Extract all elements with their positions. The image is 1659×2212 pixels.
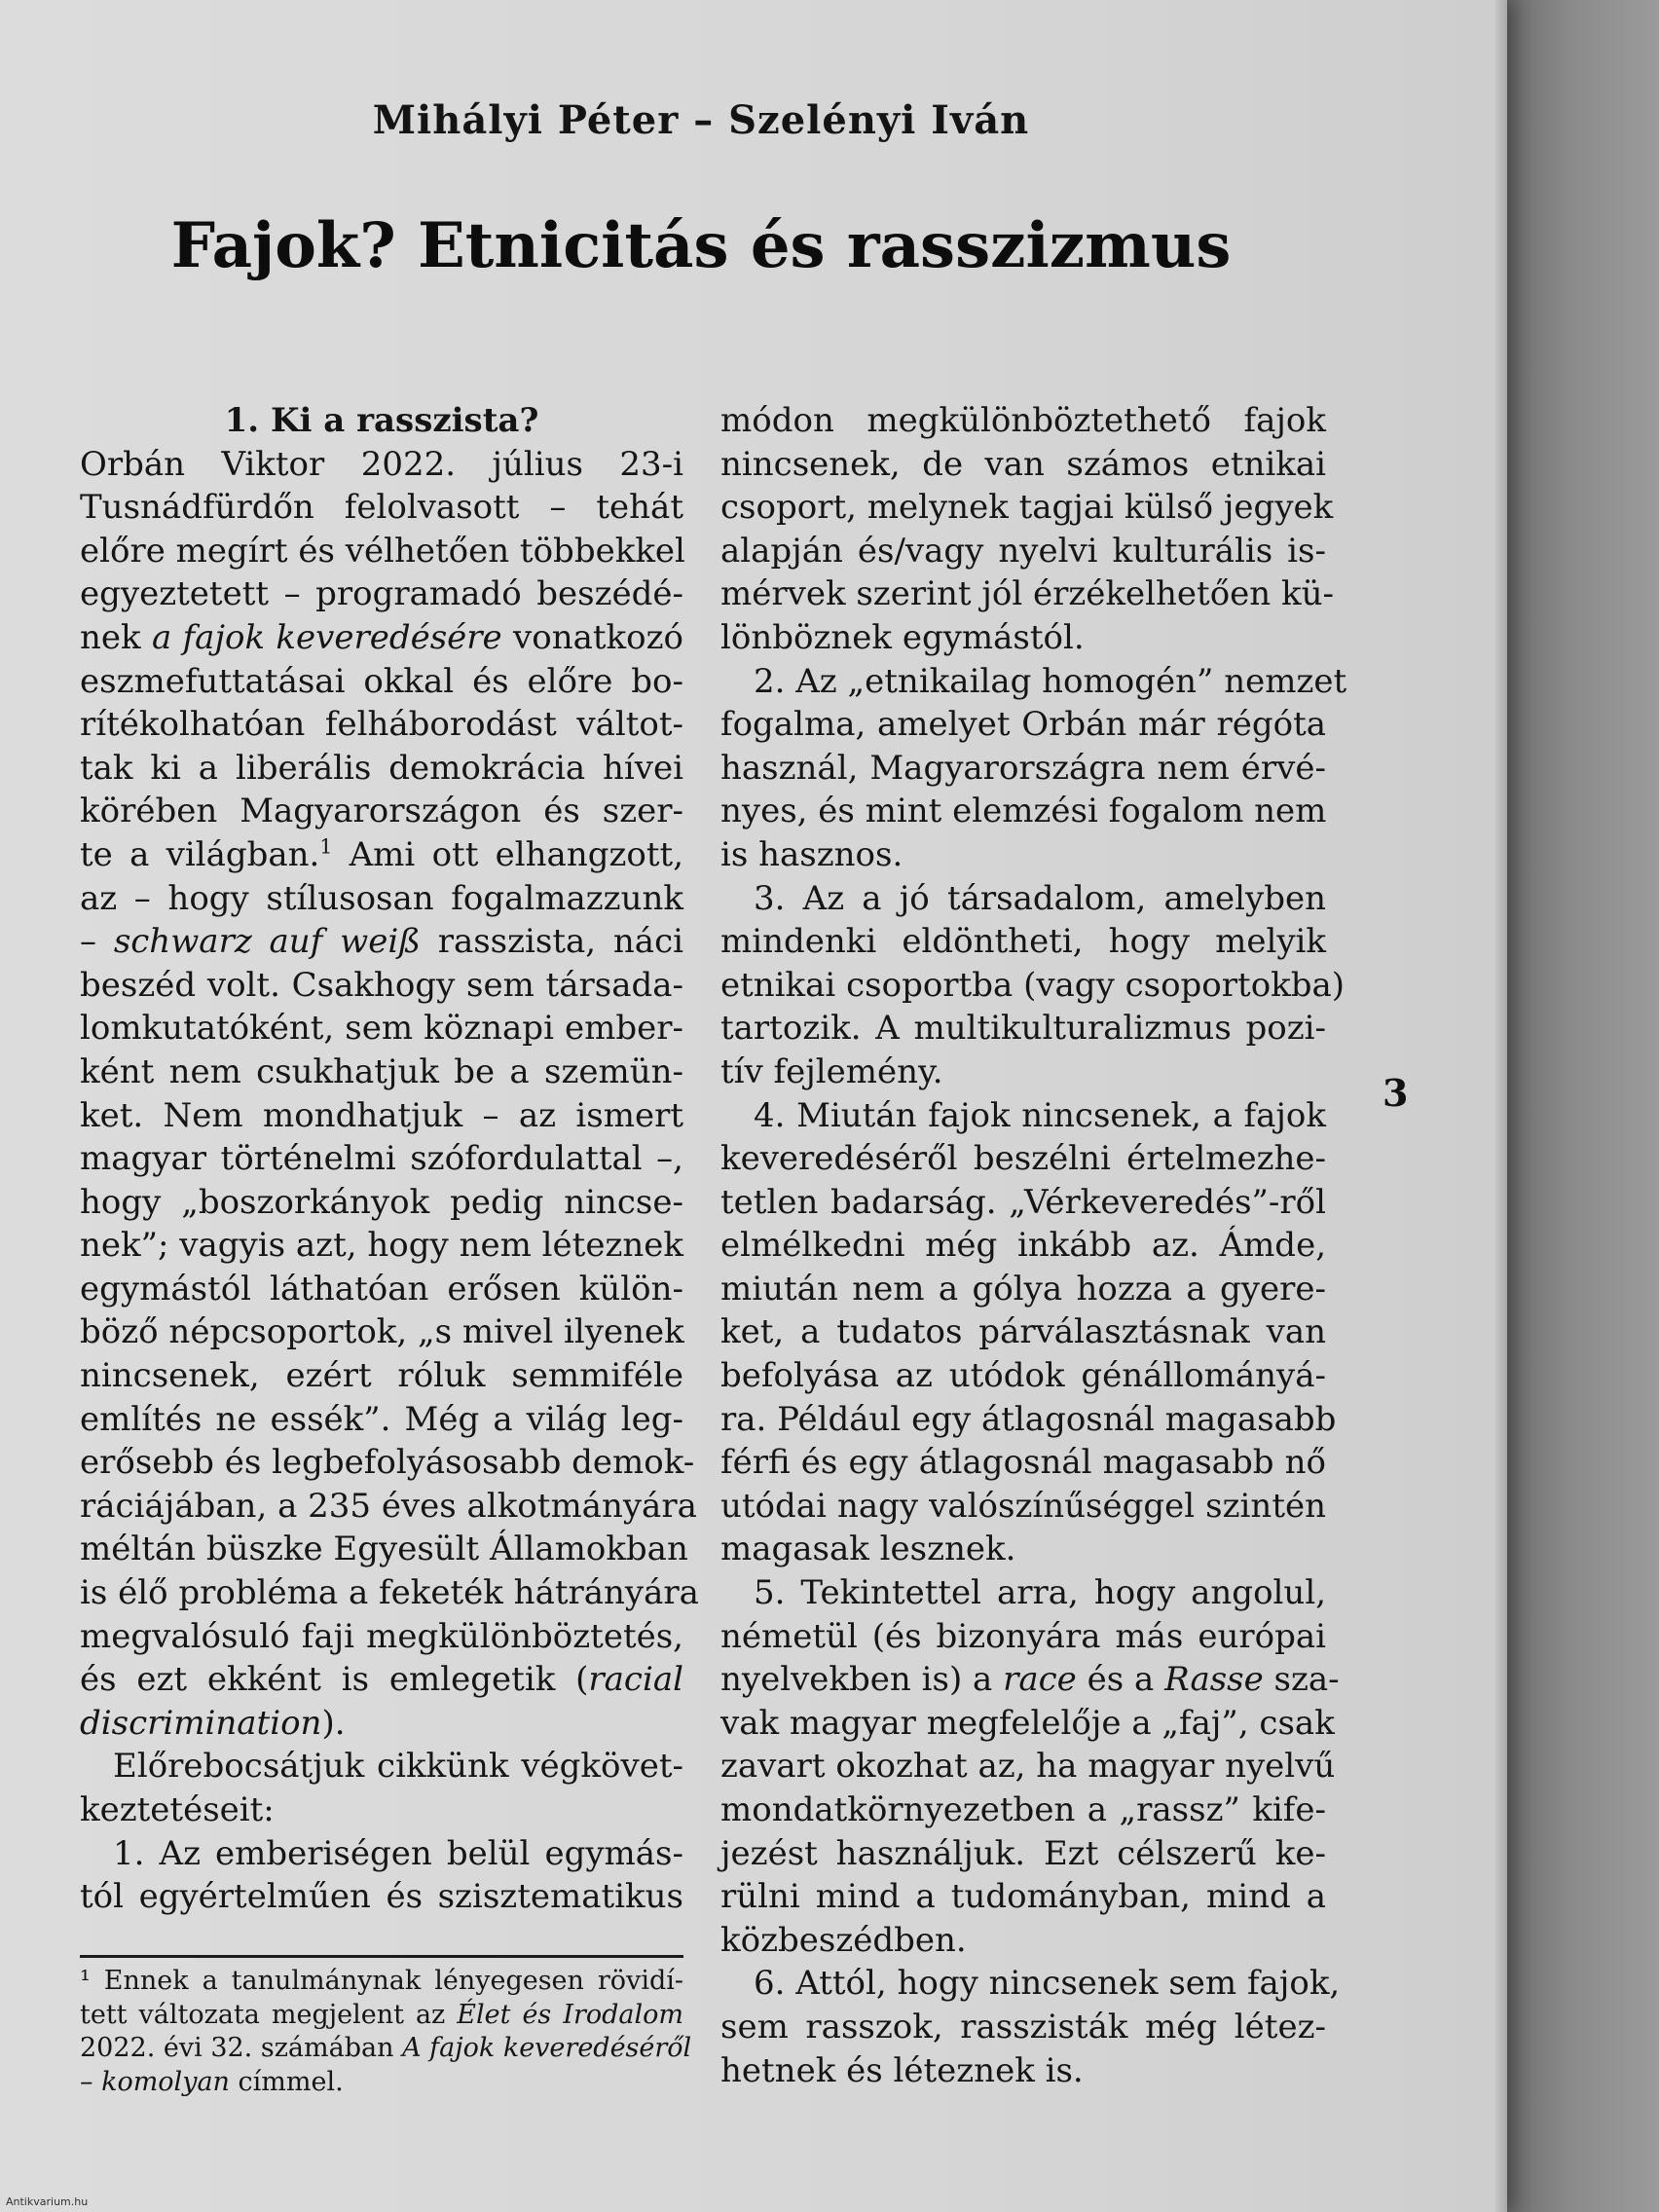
text-run: tól egyértelműen és szisztematikus <box>80 1877 683 1917</box>
text-run: keztetéseit: <box>80 1790 275 1829</box>
text-run: 2. Az „etnikailag homogén” nemzet <box>754 661 1347 701</box>
text-run: eszmefuttatásai okkal és előre bo- <box>80 661 683 701</box>
text-run: etnikai csoportba (vagy csoportokba) <box>720 965 1346 1005</box>
text-line <box>720 530 1326 573</box>
text-run: egymástól láthatóan erősen külön- <box>80 1269 683 1309</box>
italic-text: a fajok keveredésére <box>151 617 502 657</box>
text-run: Előrebocsátjuk cikkünk végkövet- <box>113 1747 683 1787</box>
background-wall <box>1507 0 1659 2212</box>
text-line <box>720 1875 1326 1919</box>
text-line <box>80 703 683 747</box>
text-line <box>80 572 683 616</box>
text-line <box>80 1658 683 1702</box>
text-line <box>720 2006 1326 2049</box>
text-run: és ezt ekként is emlegetik ( <box>80 1660 589 1700</box>
text-line <box>720 1962 1341 2006</box>
section-heading: 1. Ki a rasszista? <box>224 401 539 440</box>
text-run: te a világban. <box>80 834 320 874</box>
text-run: tetlen badarság. „Vérkeveredés”-ről <box>720 1182 1326 1222</box>
text-run: vonatkozó <box>501 617 683 657</box>
article-authors: Mihályi Péter – Szelényi Iván <box>372 97 1030 143</box>
text-line <box>80 747 683 791</box>
text-run: mindenki eldöntheti, hogy melyik <box>720 922 1326 962</box>
text-line <box>80 530 683 573</box>
watermark: Antikvarium.hu <box>6 2195 89 2208</box>
text-line <box>80 1965 683 1999</box>
text-line <box>720 1485 1326 1529</box>
text-run: említés ne essék”. Még a világ leg- <box>80 1399 683 1439</box>
text-run: nyes, és mint elemzési fogalom nem <box>720 792 1327 831</box>
left-column-text <box>80 443 699 1919</box>
footnote-ref: 1 <box>319 834 333 859</box>
text-run: Tusnádfürdőn felolvasott – tehát <box>80 488 683 528</box>
text-run: méltán büszke Egyesült Államokban <box>80 1530 688 1569</box>
footnote-divider <box>80 1955 683 1958</box>
text-run: 1. Az emberiségen belül egymás- <box>113 1833 683 1873</box>
text-run: hetnek és léteznek is. <box>720 2050 1084 2090</box>
text-line <box>80 1051 683 1094</box>
text-run: magyar történelmi szófordulattal –, <box>80 1139 683 1179</box>
text-line <box>720 1094 1326 1138</box>
text-line <box>720 660 1347 704</box>
text-run: ket. Nem mondhatjuk – az ismert <box>80 1095 683 1135</box>
text-line <box>80 1615 683 1659</box>
text-line <box>720 703 1326 747</box>
text-run: ra. Például egy átlagosnál magasabb <box>720 1399 1337 1439</box>
text-line <box>720 572 1334 616</box>
text-run: ként nem csukhatjuk be a szemün- <box>80 1051 683 1091</box>
text-line <box>720 443 1326 487</box>
italic-text: race <box>1003 1660 1077 1700</box>
text-line <box>80 1354 683 1398</box>
text-run: miután nem a gólya hozza a gyere- <box>720 1269 1326 1309</box>
text-run: böző népcsoportok, „s mivel ilyenek <box>80 1312 684 1352</box>
text-run: rülni mind a tudományban, mind a <box>720 1877 1326 1917</box>
text-line <box>720 1571 1326 1615</box>
text-line <box>720 1137 1326 1181</box>
text-line <box>720 877 1326 921</box>
text-line <box>720 399 1326 443</box>
text-line <box>80 1702 683 1746</box>
text-line <box>80 1528 688 1571</box>
text-run: nek”; vagyis azt, hogy nem léteznek <box>80 1226 683 1266</box>
text-line <box>80 1398 683 1442</box>
text-run: rítékolhatóan felháborodást váltot- <box>80 705 683 745</box>
text-line <box>80 877 683 921</box>
text-line <box>720 486 1334 530</box>
text-run: tak ki a liberális demokrácia hívei <box>80 748 683 788</box>
text-run: sza- <box>1263 1660 1340 1700</box>
text-run: elmélkedni még inkább az. Ámde, <box>720 1226 1326 1266</box>
right-column <box>720 399 1347 2092</box>
text-run: körében Magyarországon és szer- <box>80 792 683 831</box>
text-run: 3. Az a jó társadalom, amelyben <box>754 878 1326 918</box>
text-run: mérvek szerint jól érzékelhetően kü- <box>720 574 1334 614</box>
text-line <box>720 1919 1326 1963</box>
text-line <box>720 2049 1326 2093</box>
text-line <box>720 1615 1326 1659</box>
text-run: zavart okozhat az, ha magyar nyelvű <box>720 1747 1336 1787</box>
text-run: tív fejlemény. <box>720 1051 943 1091</box>
right-column-text <box>720 399 1347 2092</box>
text-run: sem rasszok, rasszisták még létez- <box>720 2007 1326 2046</box>
text-run: csoport, melynek tagjai külső jegyek <box>720 488 1334 528</box>
text-run: fogalma, amelyet Orbán már régóta <box>720 705 1326 745</box>
text-line <box>720 1224 1326 1268</box>
text-line <box>80 660 683 704</box>
text-line <box>720 747 1326 791</box>
text-run: címmel. <box>229 2066 344 2097</box>
text-line <box>80 833 683 877</box>
text-run: ket, a tudatos párválasztásnak van <box>720 1312 1326 1352</box>
text-line <box>80 1310 683 1354</box>
text-run: 5. Tekintettel arra, hogy angolul, <box>754 1573 1326 1613</box>
italic-text: Élet és Irodalom <box>457 1999 683 2030</box>
text-line <box>80 790 683 833</box>
text-line <box>80 920 683 964</box>
text-line <box>720 1658 1340 1702</box>
text-run: megvalósuló faji megkülönböztetés, <box>80 1616 683 1656</box>
text-run: tartozik. A multikulturalizmus pozi- <box>720 1009 1326 1049</box>
text-line <box>720 1181 1326 1225</box>
text-run: befolyása az utódok génállományá- <box>720 1356 1326 1396</box>
text-line <box>80 616 683 660</box>
text-line <box>80 1268 683 1311</box>
text-run: nincsenek, de van számos etnikai <box>720 444 1326 484</box>
text-run: – <box>80 922 114 962</box>
text-line <box>720 790 1326 833</box>
text-run: előre megírt és vélhetően többekkel <box>80 531 685 571</box>
text-run: vak magyar megfelelője a „faj”, csak <box>720 1703 1335 1743</box>
text-run: ). <box>321 1703 346 1743</box>
text-line <box>720 1310 1326 1354</box>
text-run: nyelvekben is) a <box>720 1660 1004 1700</box>
text-run: 2022. évi 32. számában <box>80 2033 403 2063</box>
text-run: Ami ott elhangzott, <box>332 834 683 874</box>
italic-text: Rasse <box>1164 1660 1264 1700</box>
article-title: Fajok? Etnicitás és rasszizmus <box>170 209 1232 282</box>
text-run: módon megkülönböztethető fajok <box>720 401 1326 440</box>
text-run: egyeztetett – programadó beszédé- <box>80 574 683 614</box>
text-run: beszéd volt. Csakhogy sem társada- <box>80 965 683 1005</box>
text-line <box>80 1788 683 1832</box>
italic-text: racial <box>588 1660 683 1700</box>
text-line <box>720 1528 1326 1571</box>
text-run: alapján és/vagy nyelvi kulturális is- <box>720 531 1326 571</box>
text-run: közbeszédben. <box>720 1920 967 1960</box>
text-run: mondatkörnyezetben a „rassz” kife- <box>720 1790 1326 1829</box>
text-line <box>80 1485 697 1529</box>
text-line <box>80 1999 683 2033</box>
text-line <box>720 1832 1326 1876</box>
text-line <box>720 1788 1326 1832</box>
footnote <box>80 1965 692 2099</box>
italic-text: discrimination <box>80 1703 322 1743</box>
text-line <box>720 1051 1326 1094</box>
text-line <box>80 1094 683 1138</box>
text-line <box>720 1745 1336 1788</box>
text-run: németül (és bizonyára más európai <box>720 1616 1326 1656</box>
text-line <box>80 1441 695 1485</box>
text-run: utódai nagy valószínűséggel szintén <box>720 1486 1326 1526</box>
text-line <box>720 920 1326 964</box>
text-run: férfi és egy átlagosnál magasabb nő <box>720 1443 1326 1483</box>
text-run: ¹ Ennek a tanulmánynak lényegesen rövidí- <box>80 1966 683 1996</box>
text-run: is élő probléma a feketék hátrányára <box>80 1573 699 1613</box>
text-line <box>720 964 1346 1008</box>
text-line <box>80 1007 683 1051</box>
text-run: lomkutatóként, sem köznapi ember- <box>80 1009 683 1049</box>
text-line <box>80 1137 683 1181</box>
text-run: nek <box>80 617 152 657</box>
page-number: 3 <box>1382 1071 1409 1115</box>
text-line <box>720 1702 1335 1746</box>
text-run: 4. Miután fajok nincsenek, a fajok <box>754 1095 1326 1135</box>
text-line <box>80 1224 683 1268</box>
text-run: jezést használjuk. Ezt célszerű ke- <box>720 1833 1326 1873</box>
text-line <box>80 964 683 1008</box>
text-run: keveredéséről beszélni értelmezhe- <box>720 1139 1326 1179</box>
text-line <box>80 1875 683 1919</box>
italic-text: A fajok keveredéséről <box>402 2033 692 2063</box>
text-run: lönböznek egymástól. <box>720 617 1085 657</box>
text-run: tett változata megjelent az <box>80 1999 458 2030</box>
text-run: erősebb és legbefolyásosabb demok- <box>80 1443 695 1483</box>
text-line <box>80 2032 692 2066</box>
page-edge <box>1495 0 1507 2212</box>
text-line <box>80 1745 683 1788</box>
text-line <box>80 1832 683 1876</box>
text-run: 6. Attól, hogy nincsenek sem fajok, <box>754 1964 1341 2004</box>
text-run: magasak lesznek. <box>720 1530 1016 1569</box>
text-run: is hasznos. <box>720 834 903 874</box>
left-column <box>80 399 699 1919</box>
text-line <box>720 1354 1326 1398</box>
text-line <box>720 616 1326 660</box>
text-line <box>720 833 1326 877</box>
text-run: és a <box>1076 1660 1165 1700</box>
text-line <box>80 2066 683 2100</box>
italic-text: – komolyan <box>80 2066 230 2097</box>
text-line <box>80 486 683 530</box>
text-run: hogy „boszorkányok pedig nincse- <box>80 1182 683 1222</box>
text-run: rasszista, náci <box>420 922 683 962</box>
text-line <box>720 1268 1326 1311</box>
text-line <box>720 1007 1326 1051</box>
text-run: Orbán Viktor 2022. július 23-i <box>80 444 683 484</box>
text-run: ráciájában, a 235 éves alkotmányára <box>80 1486 697 1526</box>
text-run: nincsenek, ezért róluk semmiféle <box>80 1356 683 1396</box>
text-run: az – hogy stílusosan fogalmazzunk <box>80 878 683 918</box>
text-line <box>80 1181 683 1225</box>
text-line <box>80 443 683 487</box>
text-line <box>720 1398 1337 1442</box>
italic-text: schwarz auf weiß <box>113 922 421 962</box>
text-line <box>80 1571 699 1615</box>
text-line <box>720 1441 1326 1485</box>
text-run: használ, Magyarországra nem érvé- <box>720 748 1326 788</box>
